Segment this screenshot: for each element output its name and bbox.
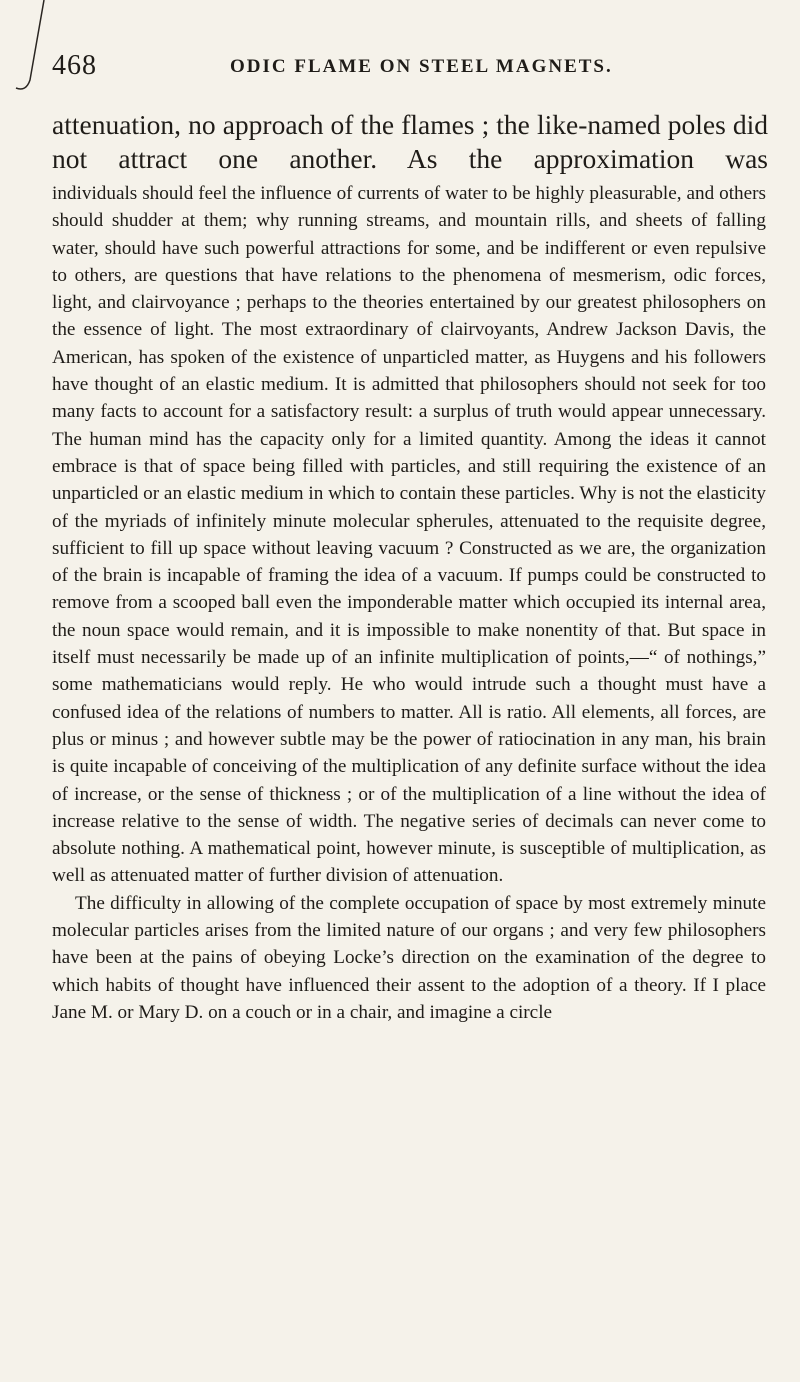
paragraph: individuals should feel the influence of currents of water to be highly pleasurable, and others should shudder at them; why running streams, and mountain rills, and sheets of falling water, should have such powerful attractions for some, and be indifferent or even repulsive to others, are questions that have relations to the phenomena of mesmerism, odic forces, light, and clairvoyance ; perhaps to the theories entertained by our greatest philosophers on the essence of light. The most extraordinary of clairvoyants, Andrew Jackson Davis, the American, has spoken of the existence of unparticled matter, as Huygens and his followers have thought of an elastic medium. It is admitted that philosophers should not seek for too many facts to account for a satisfactory result: a surplus of truth would appear unnecessary. The human mind has the capacity only for a limited quantity. Among the ideas it cannot embrace is that of space being filled with particles, and still requiring the existence of an unparticled or an elastic medium in which to contain these particles. Why is not the elasticity of the myriads of infinitely minute molecular spherules, attenuated to the requisite degree, sufficient to fill up space without leaving vacuum ? Constructed as we are, the organization of the brain is incapable of framing the idea of a vacuum. If pumps could be constructed to remove from a scooped ball even the imponderable matter which occupied its internal area, the noun space would remain, and it is impossible to make nonentity of that. But space in itself must necessarily be made up of an infinite multiplication of points,—“ of nothings,” some mathematicians would reply. He who would intrude such a thought must have a confused idea of the relations of numbers to matter. All is ratio. All elements, all forces, are plus or minus ; and however subtle may be the power of ratiocination in any man, his brain is quite incapable of conceiving of the multiplication of any definite surface without the idea of increase, or the sense of thickness ; or of the multiplication of a line without the idea of increase relative to the sense of width. The negative series of decimals can never come to absolute nothing. A mathematical point, however minute, is susceptible of multiplication, as well as attenuated matter of further division of attenuation. xyxy=(52,183,766,887)
page-header xyxy=(52,50,760,90)
lead-paragraph: attenuation, no approach of the flames ; the like-named poles did not attract one another. As the approximation was xyxy=(52,109,768,174)
lead-text-block xyxy=(52,108,768,176)
page-spine-curve xyxy=(0,0,60,100)
page-number: 468 xyxy=(52,50,97,81)
running-head: ODIC FLAME ON STEEL MAGNETS. xyxy=(230,56,613,77)
body-text xyxy=(52,180,766,1026)
paragraph: The difficulty in allowing of the complete occupation of space by most extremely minute molecular particles arises from the limited nature of our organs ; and very few philosophers have been at the pains of obeying Locke’s direction on the examination of the degree to which habits of thought have influenced their assent to the adoption of a theory. If I place Jane M. or Mary D. on a couch or in a chair, and imagine a circle xyxy=(52,892,766,1023)
